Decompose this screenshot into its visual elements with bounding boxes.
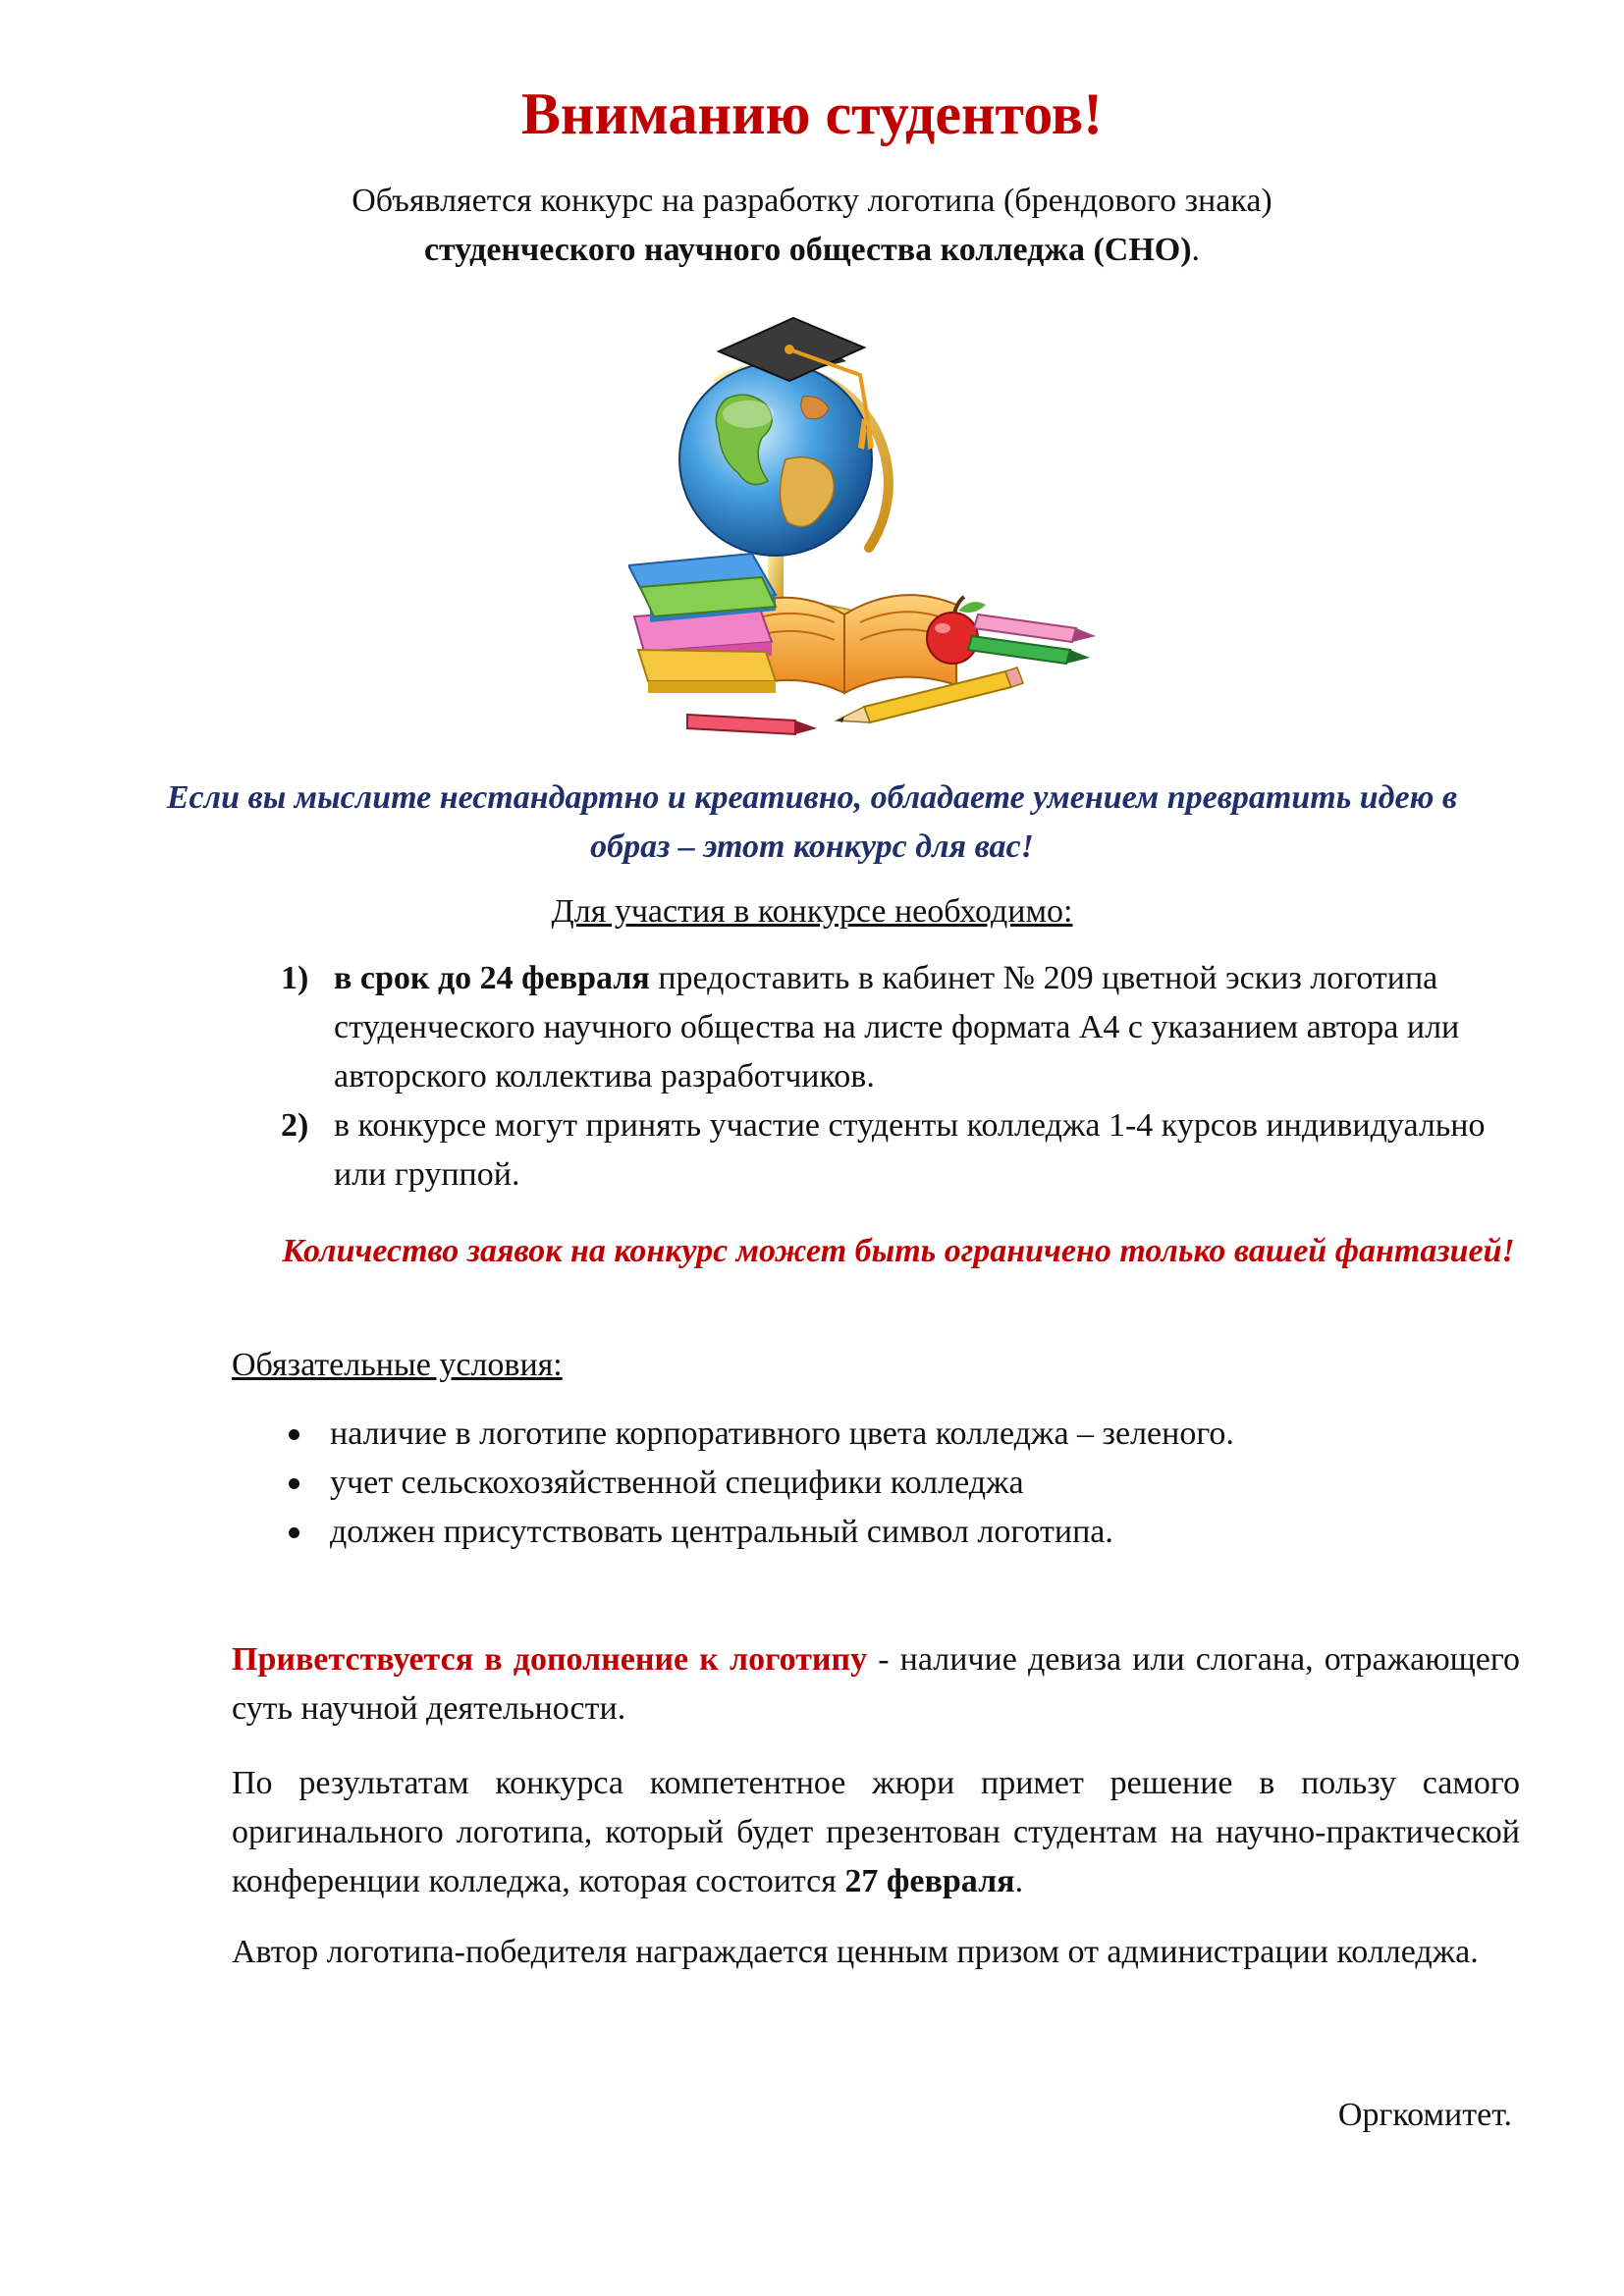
list-item bbox=[232, 1101, 1508, 1200]
list-number: 1) bbox=[281, 960, 309, 996]
list-item bbox=[232, 1410, 1508, 1459]
condition-text: учет сельскохозяйственной специфики колледжа bbox=[330, 1465, 1024, 1501]
conditions-heading: Обязательные условия: bbox=[232, 1347, 563, 1383]
books-icon bbox=[628, 554, 776, 693]
list-item bbox=[232, 954, 1508, 1101]
step-text: в конкурсе могут принять участие студенты колледжа 1-4 курсов индивидуально или группой. bbox=[334, 1107, 1486, 1193]
education-illustration bbox=[628, 312, 1110, 736]
slogan-text: Если вы мыслите нестандартно и креативно, обладаете умением превратить идею в образ – этот конкурс для вас! bbox=[166, 779, 1458, 865]
intro-line-2-bold: студенческого научного общества колледжа (СНО) bbox=[423, 232, 1192, 268]
requirements-heading: Для участия в конкурсе необходимо: bbox=[551, 893, 1073, 930]
bullet-icon bbox=[289, 1527, 299, 1538]
results-date: 27 февраля bbox=[844, 1863, 1015, 1899]
intro-text bbox=[157, 177, 1467, 275]
list-item bbox=[232, 1508, 1508, 1557]
results-end: . bbox=[1014, 1863, 1024, 1899]
signature: Оргкомитет. bbox=[1337, 2097, 1512, 2133]
list-number: 2) bbox=[281, 1107, 309, 1144]
list-item bbox=[232, 1459, 1508, 1508]
bullet-icon bbox=[289, 1478, 299, 1489]
results-paragraph bbox=[232, 1759, 1520, 1906]
welcome-highlight: Приветствуется в дополнение к логотипу bbox=[232, 1641, 868, 1678]
condition-text: наличие в логотипе корпоративного цвета колледжа – зеленого. bbox=[330, 1415, 1234, 1452]
prize-paragraph: Автор логотипа-победителя награждается ценным призом от администрации колледжа. bbox=[232, 1934, 1479, 1970]
welcome-paragraph bbox=[232, 1635, 1520, 1734]
step-deadline-bold: в срок до 24 февраля bbox=[334, 960, 650, 996]
welcome-text: - наличие девиза или слогана, отражающего суть научной деятельности. bbox=[232, 1641, 1520, 1727]
condition-text: должен присутствовать центральный символ логотипа. bbox=[330, 1514, 1113, 1550]
conditions-list bbox=[232, 1410, 1508, 1557]
step-text: предоставить в кабинет № 209 цветной эскиз логотипа студенческого научного общества на листе формата А4 с указанием автора или авторского коллектива разработчиков. bbox=[334, 960, 1460, 1095]
bullet-icon bbox=[289, 1429, 299, 1440]
intro-line-1: Объявляется конкурс на разработку логотипа (брендового знака) bbox=[352, 183, 1272, 219]
requirements-list bbox=[232, 954, 1508, 1200]
page-title: Вниманию студентов! bbox=[520, 81, 1104, 146]
results-text: По результатам конкурса компетентное жюри примет решение в пользу самого оригинального логотипа, который будет презентован студентам на научно-практической конференции колледжа, которая состоится bbox=[232, 1765, 1520, 1899]
limit-note: Количество заявок на конкурс может быть ограничено только вашей фантазией! bbox=[282, 1233, 1515, 1269]
intro-line-2-end: . bbox=[1191, 232, 1201, 268]
